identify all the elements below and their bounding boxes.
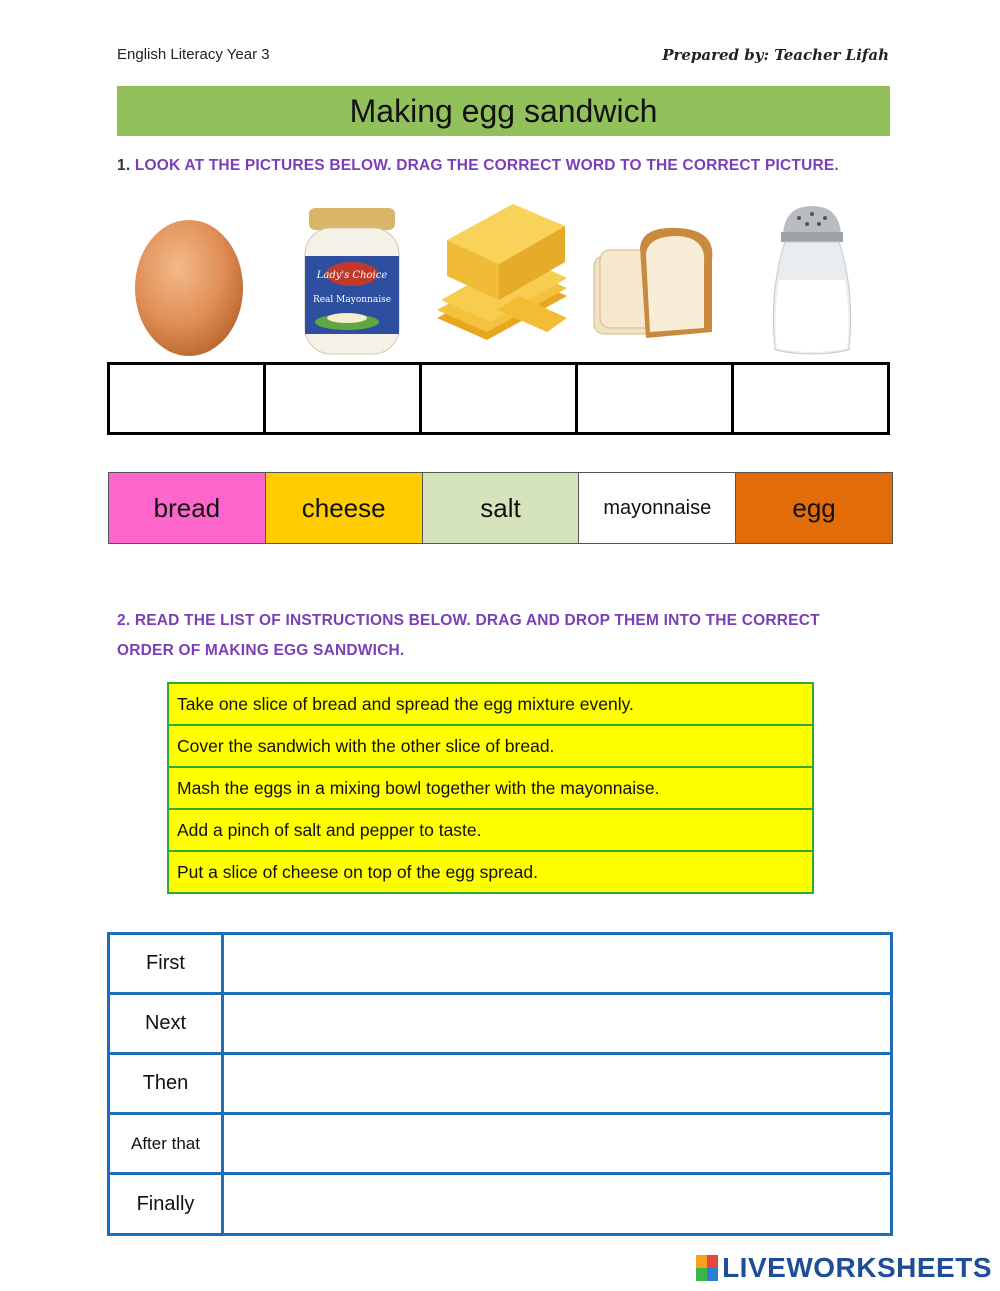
jar-brand-text: Lady's Choice xyxy=(316,270,388,281)
drop-box-mayonnaise[interactable] xyxy=(266,365,422,432)
drop-box-bread[interactable] xyxy=(578,365,734,432)
section1-number: 1. xyxy=(117,157,131,174)
jar-product-text: Real Mayonnaise xyxy=(312,295,392,305)
order-label: After that xyxy=(110,1115,224,1172)
liveworksheets-logo-icon xyxy=(696,1255,718,1281)
liveworksheets-brand xyxy=(696,1252,992,1284)
order-drop-slot[interactable] xyxy=(224,1115,890,1172)
section1-instruction xyxy=(117,157,839,175)
order-label: Then xyxy=(110,1055,224,1112)
section2-text-line1: 2. READ THE LIST OF INSTRUCTIONS BELOW. DRAG AND DROP THEM INTO THE CORRECT xyxy=(117,612,820,629)
order-label: First xyxy=(110,935,224,992)
section2-text-line2: ORDER OF MAKING EGG SANDWICH. xyxy=(117,642,405,659)
section2-instruction xyxy=(117,606,887,666)
picture-drop-row xyxy=(107,362,890,435)
instruction-list xyxy=(167,682,814,894)
order-row xyxy=(110,1115,890,1175)
instruction-step[interactable]: Mash the eggs in a mixing bowl together with the mayonnaise. xyxy=(169,768,812,810)
word-tile-bread[interactable]: bread xyxy=(109,473,266,543)
page-title: Making egg sandwich xyxy=(349,92,658,129)
bread-icon xyxy=(582,200,732,365)
drop-box-egg[interactable] xyxy=(110,365,266,432)
title-bar xyxy=(117,86,890,136)
picture-row xyxy=(117,200,890,365)
salt-shaker-icon xyxy=(737,200,887,365)
instruction-step[interactable]: Add a pinch of salt and pepper to taste. xyxy=(169,810,812,852)
order-row xyxy=(110,1175,890,1234)
order-row xyxy=(110,995,890,1055)
order-drop-slot[interactable] xyxy=(224,935,890,992)
order-table xyxy=(107,932,893,1236)
section1-text: LOOK AT THE PICTURES BELOW. DRAG THE CORRECT WORD TO THE CORRECT PICTURE. xyxy=(134,157,839,174)
order-drop-slot[interactable] xyxy=(224,995,890,1052)
drop-box-salt[interactable] xyxy=(734,365,887,432)
order-label: Next xyxy=(110,995,224,1052)
word-tile-salt[interactable]: salt xyxy=(423,473,580,543)
word-tile-mayonnaise[interactable]: mayonnaise xyxy=(579,473,736,543)
order-drop-slot[interactable] xyxy=(224,1175,890,1234)
order-row xyxy=(110,935,890,995)
cheese-slices-icon xyxy=(427,200,577,365)
word-bank xyxy=(108,472,893,544)
order-label: Finally xyxy=(110,1175,224,1234)
word-tile-egg[interactable]: egg xyxy=(736,473,892,543)
instruction-step[interactable]: Take one slice of bread and spread the egg mixture evenly. xyxy=(169,684,812,726)
brand-text: LIVEWORKSHEETS xyxy=(722,1252,992,1283)
drop-box-cheese[interactable] xyxy=(422,365,578,432)
instruction-step[interactable]: Put a slice of cheese on top of the egg spread. xyxy=(177,861,538,882)
instruction-step[interactable]: Cover the sandwich with the other slice of bread. xyxy=(169,726,812,768)
egg-icon xyxy=(127,200,277,365)
word-tile-cheese[interactable]: cheese xyxy=(266,473,423,543)
mayonnaise-jar-icon xyxy=(277,200,427,365)
order-drop-slot[interactable] xyxy=(224,1055,890,1112)
course-label: English Literacy Year 3 xyxy=(117,46,270,63)
order-row xyxy=(110,1055,890,1115)
prepared-by-label: Prepared by: Teacher Lifah xyxy=(662,46,889,64)
